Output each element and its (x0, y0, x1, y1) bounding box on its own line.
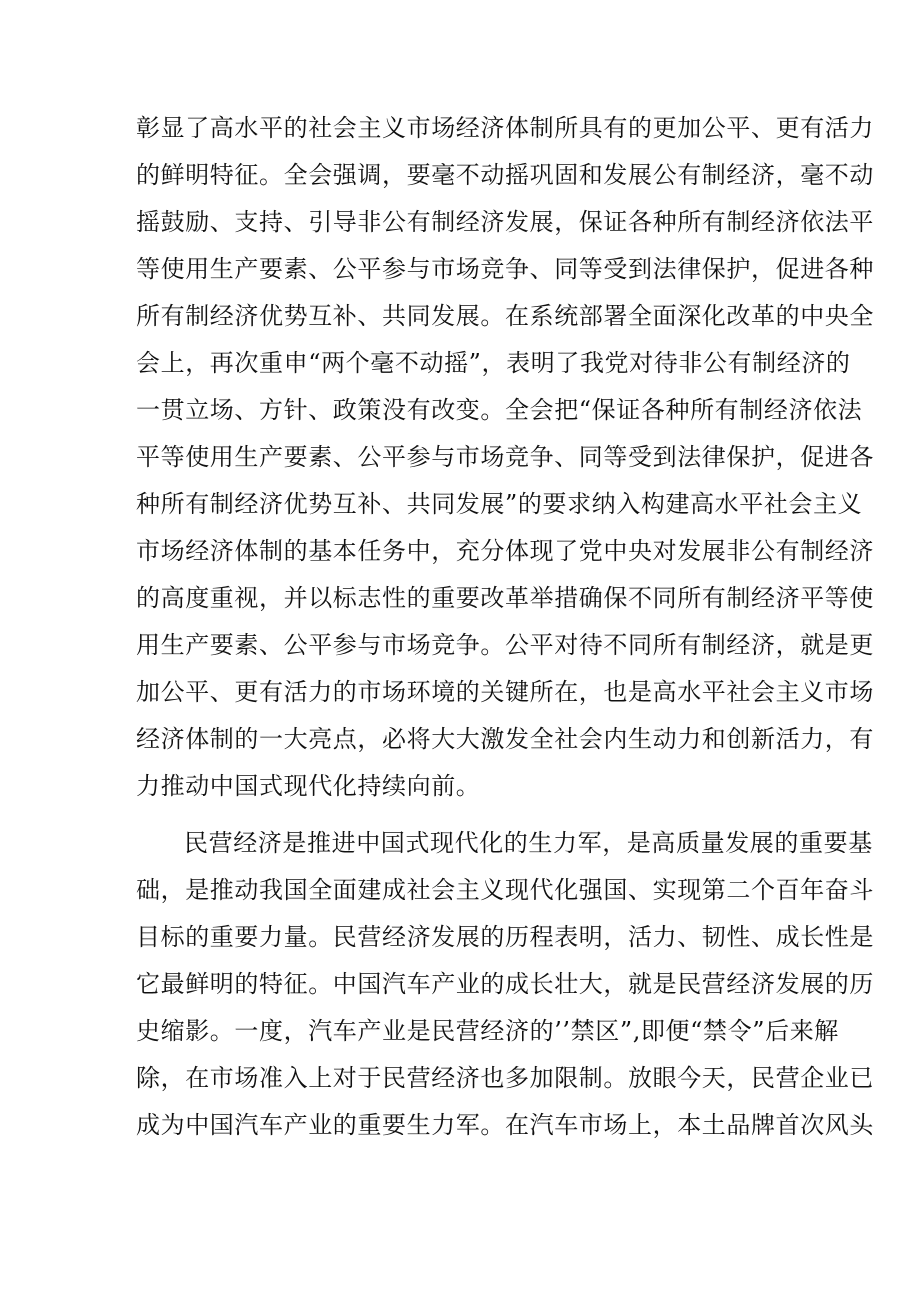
paragraph-line: 目标的重要力量。民营经济发展的历程表明，活力、韧性、成长性是 (136, 923, 874, 951)
paragraph-line: 力推动中国式现代化持续向前。 (136, 772, 481, 800)
paragraph-line: 的高度重视，并以标志性的重要改革举措确保不同所有制经济平等使 (136, 584, 874, 612)
paragraph-line: 种所有制经济优势互补、共同发展”的要求纳入构建高水平社会主义 (136, 490, 863, 518)
paragraph-line: 彰显了高水平的社会主义市场经济体制所具有的更加公平、更有活力 (136, 114, 874, 142)
paragraph-line: 摇鼓励、支持、引导非公有制经济发展，保证各种所有制经济依法平 (136, 208, 874, 236)
paragraph-line: 一贯立场、方针、政策没有改变。全会把“保证各种所有制经济依法 (136, 396, 863, 424)
paragraph-line: 等使用生产要素、公平参与市场竞争、同等受到法律保护，促进各种 (136, 255, 874, 283)
paragraph-line: 民营经济是推进中国式现代化的生力军，是高质量发展的重要基 (184, 829, 873, 857)
paragraph-line: 平等使用生产要素、公平参与市场竞争、同等受到法律保护，促进各 (136, 443, 874, 471)
paragraph-line: 除，在市场准入上对于民营经济也多加限制。放眼今天，民营企业已 (136, 1064, 874, 1092)
paragraph-line: 用生产要素、公平参与市场竞争。公平对待不同所有制经济，就是更 (136, 631, 874, 659)
paragraph-line: 成为中国汽车产业的重要生力军。在汽车市场上，本土品牌首次风头 (136, 1111, 874, 1139)
paragraph-1 (136, 105, 874, 810)
paragraph-line: 会上，再次重申“两个毫不动摇”，表明了我党对待非公有制经济的 (136, 349, 851, 377)
paragraph-line: 的鲜明特征。全会强调，要毫不动摇巩固和发展公有制经济，毫不动 (136, 161, 874, 189)
paragraph-line: 经济体制的一大亮点，必将大大激发全社会内生动力和创新活力，有 (136, 725, 874, 753)
paragraph-line: 加公平、更有活力的市场环境的关键所在，也是高水平社会主义市场 (136, 678, 874, 706)
paragraph-line: 它最鲜明的特征。中国汽车产业的成长壮大，就是民营经济发展的历 (136, 970, 874, 998)
paragraph-line: 市场经济体制的基本任务中，充分体现了党中央对发展非公有制经济 (136, 537, 874, 565)
paragraph-line: 础，是推动我国全面建成社会主义现代化强国、实现第二个百年奋斗 (136, 876, 874, 904)
paragraph-line: 所有制经济优势互补、共同发展。在系统部署全面深化改革的中央全 (136, 302, 874, 330)
paragraph-line: 史缩影。一度，汽车产业是民营经济的’’禁区”,即便“禁令”后来解 (136, 1017, 839, 1045)
paragraph-2 (136, 820, 874, 1149)
